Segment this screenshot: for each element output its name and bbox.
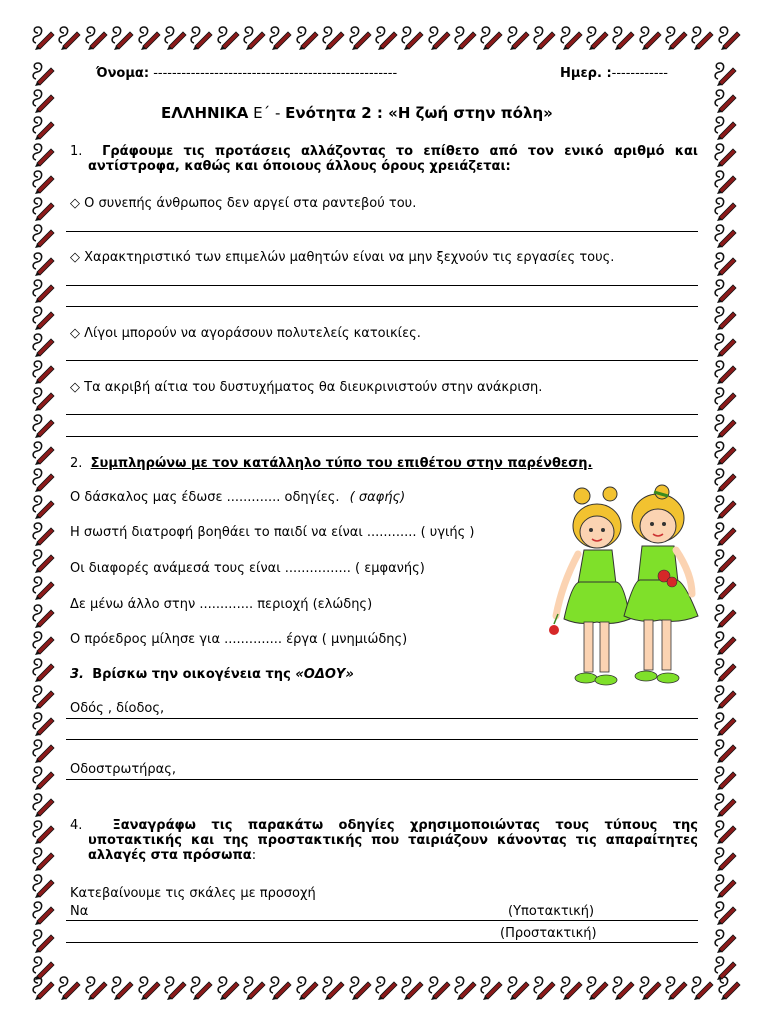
pen-ornament-icon — [30, 412, 56, 438]
ornament-border-top — [30, 20, 742, 54]
exercise-1-text: Γράφουμε τις προτάσεις αλλάζοντας το επίθετο από τον ενικό αριθμό και αντίστροφα, καθώς και όποιους άλλους όρους χρειάζεται: — [88, 144, 698, 174]
pen-ornament-icon — [712, 195, 738, 221]
pen-ornament-icon — [30, 439, 56, 465]
pen-ornament-icon — [320, 24, 346, 50]
pen-ornament-icon — [30, 574, 56, 600]
date-dashes: ------------ — [611, 66, 668, 81]
exercise-1-item-1: ◇ Ο συνεπής άνθρωπος δεν αργεί στα ραντεβού του. — [70, 196, 417, 211]
answer-line[interactable] — [66, 779, 698, 780]
pen-ornament-icon — [241, 974, 267, 1000]
pen-ornament-icon — [30, 195, 56, 221]
pen-ornament-icon — [30, 547, 56, 573]
pen-ornament-icon — [30, 87, 56, 113]
answer-line[interactable] — [66, 920, 698, 921]
pen-ornament-icon — [712, 656, 738, 682]
answer-line[interactable] — [66, 718, 698, 719]
pen-ornament-icon — [558, 974, 584, 1000]
pen-ornament-icon — [426, 974, 452, 1000]
pen-ornament-icon — [30, 791, 56, 817]
exercise-3-word: «ΟΔΟΥ» — [295, 667, 354, 682]
pen-ornament-icon — [30, 845, 56, 871]
pen-ornament-icon — [712, 304, 738, 330]
exercise-2-instruction — [70, 456, 592, 471]
pen-ornament-icon — [136, 24, 162, 50]
pen-ornament-icon — [712, 439, 738, 465]
pen-ornament-icon — [373, 974, 399, 1000]
exercise-4-instruction — [70, 818, 698, 863]
pen-ornament-icon — [712, 493, 738, 519]
answer-line[interactable] — [66, 414, 698, 415]
pen-ornament-icon — [188, 24, 214, 50]
girl-left-figure — [549, 487, 630, 685]
name-field[interactable] — [96, 66, 397, 81]
pen-ornament-icon — [30, 927, 56, 953]
pen-ornament-icon — [30, 250, 56, 276]
exercise-4-colon: : — [251, 848, 257, 863]
pen-ornament-icon — [30, 114, 56, 140]
pen-ornament-icon — [712, 385, 738, 411]
pen-ornament-icon — [30, 385, 56, 411]
pen-ornament-icon — [712, 358, 738, 384]
exercise-3-instruction — [70, 667, 354, 682]
pen-ornament-icon — [478, 974, 504, 1000]
pen-ornament-icon — [30, 629, 56, 655]
pen-ornament-icon — [30, 764, 56, 790]
pen-ornament-icon — [136, 974, 162, 1000]
pen-ornament-icon — [712, 899, 738, 925]
pen-ornament-icon — [83, 24, 109, 50]
ornament-border-bottom — [30, 970, 742, 1004]
pen-ornament-icon — [712, 872, 738, 898]
subjunctive-label: (Υποτακτική) — [508, 904, 595, 919]
pen-ornament-icon — [30, 466, 56, 492]
pen-ornament-icon — [267, 24, 293, 50]
pen-ornament-icon — [712, 845, 738, 871]
pen-ornament-icon — [712, 574, 738, 600]
answer-line[interactable] — [66, 231, 698, 232]
pen-ornament-icon — [478, 24, 504, 50]
exercise-2-item-1 — [70, 490, 405, 505]
pen-ornament-icon — [56, 24, 82, 50]
pen-ornament-icon — [637, 24, 663, 50]
pen-ornament-icon — [712, 168, 738, 194]
pen-ornament-icon — [712, 791, 738, 817]
pen-ornament-icon — [267, 974, 293, 1000]
pen-ornament-icon — [712, 466, 738, 492]
pen-ornament-icon — [30, 899, 56, 925]
exercise-1-item-4: ◇ Τα ακριβή αίτια του δυστυχήματος θα διευκρινιστούν στην ανάκριση. — [70, 380, 543, 395]
exercise-2-item-2: Η σωστή διατροφή βοηθάει το παιδί να είναι ............ ( υγιής ) — [70, 525, 475, 540]
exercise-1-number: 1. — [70, 144, 83, 159]
pen-ornament-icon — [712, 114, 738, 140]
pen-ornament-icon — [716, 24, 742, 50]
pen-ornament-icon — [712, 602, 738, 628]
pen-ornament-icon — [30, 222, 56, 248]
pen-ornament-icon — [584, 974, 610, 1000]
pen-ornament-icon — [30, 954, 56, 980]
pen-ornament-icon — [188, 974, 214, 1000]
exercise-4-number: 4. — [70, 818, 83, 833]
pen-ornament-icon — [505, 24, 531, 50]
pen-ornament-icon — [30, 141, 56, 167]
pen-ornament-icon — [30, 277, 56, 303]
pen-ornament-icon — [531, 974, 557, 1000]
title-separator: - — [274, 104, 281, 122]
exercise-1-instruction — [70, 144, 698, 174]
name-label: Όνομα: — [96, 66, 150, 81]
exercise-3-line-1-text: Οδός , δίοδος, — [70, 701, 165, 716]
pen-ornament-icon — [30, 358, 56, 384]
girl-right-figure — [624, 485, 698, 683]
pen-ornament-icon — [215, 974, 241, 1000]
pen-ornament-icon — [30, 872, 56, 898]
pen-ornament-icon — [712, 331, 738, 357]
pen-ornament-icon — [30, 683, 56, 709]
ornament-border-left — [26, 60, 60, 980]
exercise-2-item-text: Ο δάσκαλος μας έδωσε ............. οδηγίες. — [70, 490, 340, 505]
exercise-1-item-3: ◇ Λίγοι μπορούν να αγοράσουν πολυτελείς κατοικίες. — [70, 326, 421, 341]
pen-ornament-icon — [399, 974, 425, 1000]
pen-ornament-icon — [30, 168, 56, 194]
pen-ornament-icon — [30, 710, 56, 736]
exercise-2-text: Συμπληρώνω με τον κατάλληλο τύπο του επιθέτου στην παρένθεση. — [90, 456, 593, 471]
pen-ornament-icon — [610, 974, 636, 1000]
answer-line[interactable] — [66, 436, 698, 437]
pen-ornament-icon — [30, 60, 56, 86]
pen-ornament-icon — [712, 737, 738, 763]
exercise-2-item-hint: ( σαφής) — [349, 490, 406, 505]
answer-line[interactable] — [66, 360, 698, 361]
pen-ornament-icon — [162, 24, 188, 50]
pen-ornament-icon — [712, 250, 738, 276]
pen-ornament-icon — [30, 331, 56, 357]
pen-ornament-icon — [294, 974, 320, 1000]
pen-ornament-icon — [712, 683, 738, 709]
exercise-2-item-4: Δε μένω άλλο στην ............. περιοχή (ελώδης) — [70, 597, 373, 612]
pen-ornament-icon — [712, 927, 738, 953]
pen-ornament-icon — [30, 602, 56, 628]
answer-line[interactable] — [66, 739, 698, 740]
pen-ornament-icon — [452, 24, 478, 50]
exercise-3-line-2-text: Οδοστρωτήρας, — [70, 762, 176, 777]
pen-ornament-icon — [30, 24, 56, 50]
pen-ornament-icon — [689, 24, 715, 50]
pen-ornament-icon — [320, 974, 346, 1000]
pen-ornament-icon — [30, 304, 56, 330]
pen-ornament-icon — [426, 24, 452, 50]
imperative-label: (Προστακτική) — [500, 926, 597, 941]
exercise-3-text: Βρίσκω την οικογένεια της — [92, 667, 296, 682]
exercise-2-number: 2. — [70, 456, 83, 471]
pen-ornament-icon — [610, 24, 636, 50]
exercise-4-na: Να — [70, 904, 89, 919]
pen-ornament-icon — [712, 710, 738, 736]
pen-ornament-icon — [712, 141, 738, 167]
pen-ornament-icon — [30, 737, 56, 763]
pen-ornament-icon — [712, 277, 738, 303]
pen-ornament-icon — [584, 24, 610, 50]
name-dashes: ---------------------------------------------------- — [153, 66, 398, 81]
pen-ornament-icon — [30, 818, 56, 844]
pen-ornament-icon — [505, 974, 531, 1000]
pen-ornament-icon — [663, 974, 689, 1000]
girls-illustration — [542, 484, 714, 696]
date-field[interactable] — [560, 66, 668, 81]
pen-ornament-icon — [399, 24, 425, 50]
pen-ornament-icon — [637, 974, 663, 1000]
pen-ornament-icon — [30, 520, 56, 546]
answer-line[interactable] — [66, 285, 698, 286]
pen-ornament-icon — [30, 493, 56, 519]
title-unit: Ενότητα 2 : «Η ζωή στην πόλη» — [285, 104, 553, 122]
exercise-2-item-3: Οι διαφορές ανάμεσά τους είναι ................ ( εμφανής) — [70, 561, 425, 576]
pen-ornament-icon — [373, 24, 399, 50]
exercise-1-item-2: ◇ Χαρακτηριστικό των επιμελών μαθητών είναι να μην ξεχνούν τις εργασίες τους. — [70, 250, 615, 265]
pen-ornament-icon — [30, 656, 56, 682]
answer-line[interactable] — [66, 942, 698, 943]
exercise-2-item-5: Ο πρόεδρος μίλησε για .............. έργα ( μνημιώδης) — [70, 632, 408, 647]
pen-ornament-icon — [712, 764, 738, 790]
exercise-3-number: 3. — [70, 667, 84, 682]
pen-ornament-icon — [109, 974, 135, 1000]
pen-ornament-icon — [241, 24, 267, 50]
page-title — [161, 104, 553, 122]
answer-line[interactable] — [66, 306, 698, 307]
pen-ornament-icon — [109, 24, 135, 50]
pen-ornament-icon — [558, 24, 584, 50]
pen-ornament-icon — [56, 974, 82, 1000]
pen-ornament-icon — [452, 974, 478, 1000]
pen-ornament-icon — [712, 412, 738, 438]
exercise-4-sentence: Κατεβαίνουμε τις σκάλες με προσοχή — [70, 886, 316, 901]
date-label: Ημερ. : — [560, 66, 612, 81]
exercise-4-text: Ξαναγράφω τις παρακάτω οδηγίες χρησιμοποιώντας τους τύπους της υποτακτικής και της προστακτικής που ταιριάζουν κάνοντας τις απαραίτητες αλλαγές στα πρόσωπα — [88, 818, 698, 863]
pen-ornament-icon — [712, 818, 738, 844]
pen-ornament-icon — [347, 974, 373, 1000]
pen-ornament-icon — [712, 629, 738, 655]
pen-ornament-icon — [294, 24, 320, 50]
pen-ornament-icon — [663, 24, 689, 50]
title-subject: ΕΛΛΗΝΙΚΑ — [161, 104, 249, 122]
pen-ornament-icon — [531, 24, 557, 50]
pen-ornament-icon — [162, 974, 188, 1000]
pen-ornament-icon — [712, 60, 738, 86]
pen-ornament-icon — [712, 87, 738, 113]
pen-ornament-icon — [215, 24, 241, 50]
title-grade: Ε΄ — [253, 104, 271, 122]
pen-ornament-icon — [347, 24, 373, 50]
pen-ornament-icon — [712, 547, 738, 573]
pen-ornament-icon — [712, 954, 738, 980]
pen-ornament-icon — [712, 520, 738, 546]
pen-ornament-icon — [83, 974, 109, 1000]
pen-ornament-icon — [712, 222, 738, 248]
